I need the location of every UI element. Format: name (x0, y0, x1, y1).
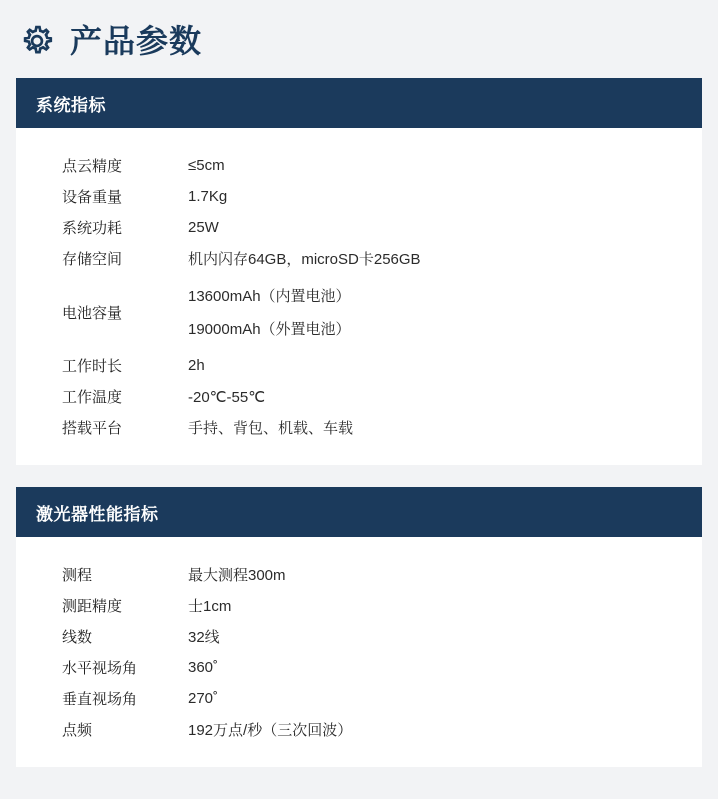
spec-label: 垂直视场角 (62, 691, 138, 708)
spec-value: 192万点/秒（三次回波） (188, 722, 353, 739)
card-header-system: 系统指标 (16, 78, 702, 128)
table-row (16, 559, 702, 590)
card-header-laser: 激光器性能指标 (16, 487, 702, 537)
table-row (16, 243, 702, 274)
table-row (16, 381, 702, 412)
spec-label: 测程 (62, 567, 93, 584)
spec-value: 最大测程300m (188, 567, 286, 584)
spec-value: 270˚ (188, 690, 219, 707)
spec-value-line: 13600mAh（内置电池） (188, 288, 351, 305)
table-row (16, 590, 702, 621)
spec-table-laser (16, 559, 702, 745)
spec-value: 2h (188, 357, 205, 374)
spec-label: 存储空间 (62, 251, 123, 268)
spec-label: 工作温度 (62, 389, 123, 406)
spec-value (188, 274, 702, 350)
table-row (16, 412, 702, 443)
spec-label: 设备重量 (62, 189, 123, 206)
spec-value: ≤5cm (188, 157, 225, 174)
table-row (16, 350, 702, 381)
spec-value: -20℃-55℃ (188, 388, 266, 406)
spec-value: 25W (188, 219, 219, 236)
spec-label: 工作时长 (62, 358, 123, 375)
spec-label: 电池容量 (62, 304, 123, 322)
page-title: 产品参数 (70, 23, 203, 59)
spec-value: 32线 (188, 629, 220, 646)
table-row (16, 652, 702, 683)
gear-icon (18, 22, 56, 60)
table-row (16, 150, 702, 181)
spec-table-system (16, 150, 702, 443)
table-row (16, 683, 702, 714)
spec-value: 机内闪存64GB，microSD卡256GB (188, 251, 421, 268)
spec-label: 搭载平台 (62, 420, 123, 437)
spec-value-line: 19000mAh（外置电池） (188, 321, 351, 338)
card-laser-specs (16, 487, 702, 767)
table-row (16, 621, 702, 652)
spec-value: 1.7Kg (188, 188, 228, 205)
table-row (16, 181, 702, 212)
spec-label: 点云精度 (62, 158, 123, 175)
spec-value: 士1cm (188, 598, 232, 615)
card-body-laser (16, 537, 702, 767)
table-row (16, 274, 702, 350)
spec-label: 系统功耗 (62, 220, 123, 237)
spec-value: 手持、背包、机载、车载 (188, 420, 354, 437)
card-body-system (16, 128, 702, 465)
spec-label: 点频 (62, 722, 93, 739)
spec-label: 测距精度 (62, 598, 123, 615)
spec-label: 水平视场角 (62, 660, 138, 677)
spec-label: 线数 (62, 629, 93, 646)
card-system-specs (16, 78, 702, 465)
spec-value: 360˚ (188, 659, 219, 676)
page-title-row (16, 0, 702, 78)
table-row (16, 714, 702, 745)
table-row (16, 212, 702, 243)
